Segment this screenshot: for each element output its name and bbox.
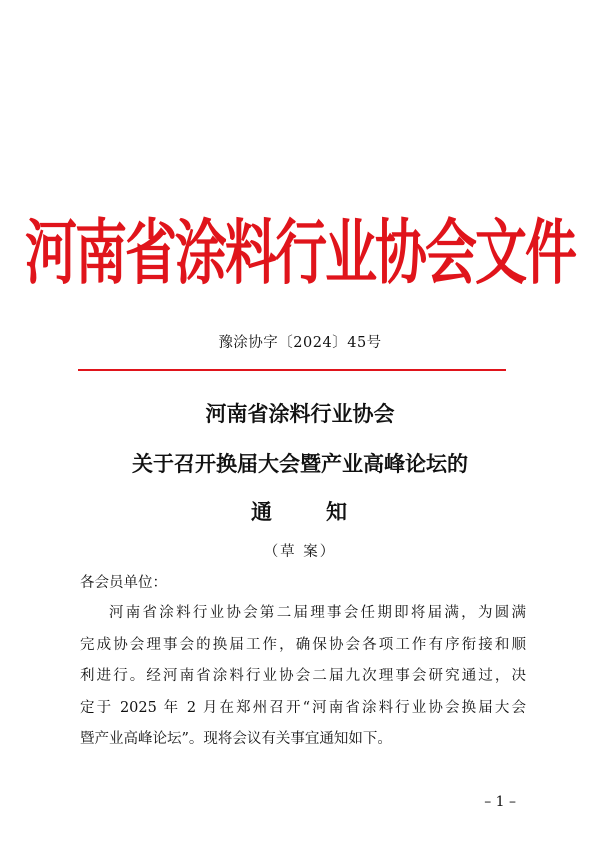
- body-line: 完成协会理事会的换届工作，确保协会各项工作有序衔接和顺: [80, 636, 526, 653]
- body-paragraph: [80, 598, 526, 756]
- notice-word-left: 通: [251, 499, 274, 524]
- body-line: 利进行。经河南省涂料行业协会二届九次理事会研究通过，决: [80, 668, 526, 684]
- document-number: 豫涂协字〔2024〕45号: [218, 335, 382, 351]
- body-line: 定于 2025 年 2 月在郑州召开“河南省涂料行业协会换届大会: [80, 699, 526, 716]
- draft-label: （草 案）: [263, 544, 337, 560]
- page-number: – 1 –: [484, 794, 516, 810]
- notice-word-right: 知: [326, 499, 349, 524]
- red-divider: [78, 369, 506, 371]
- notice-title-line-1: 河南省涂料行业协会: [205, 401, 395, 426]
- masthead-title: 河南省涂料行业协会文件: [24, 213, 575, 295]
- body-line: 暨产业高峰论坛”。现将会议有关事宜通知如下。: [80, 731, 392, 747]
- notice-title-line-3: [0, 496, 600, 526]
- body-line: 河南省涂料行业协会第二届理事会任期即将届满，为圆满: [109, 605, 526, 621]
- salutation: 各会员单位：: [80, 575, 167, 591]
- notice-title-line-2: 关于召开换届大会暨产业高峰论坛的: [132, 451, 468, 476]
